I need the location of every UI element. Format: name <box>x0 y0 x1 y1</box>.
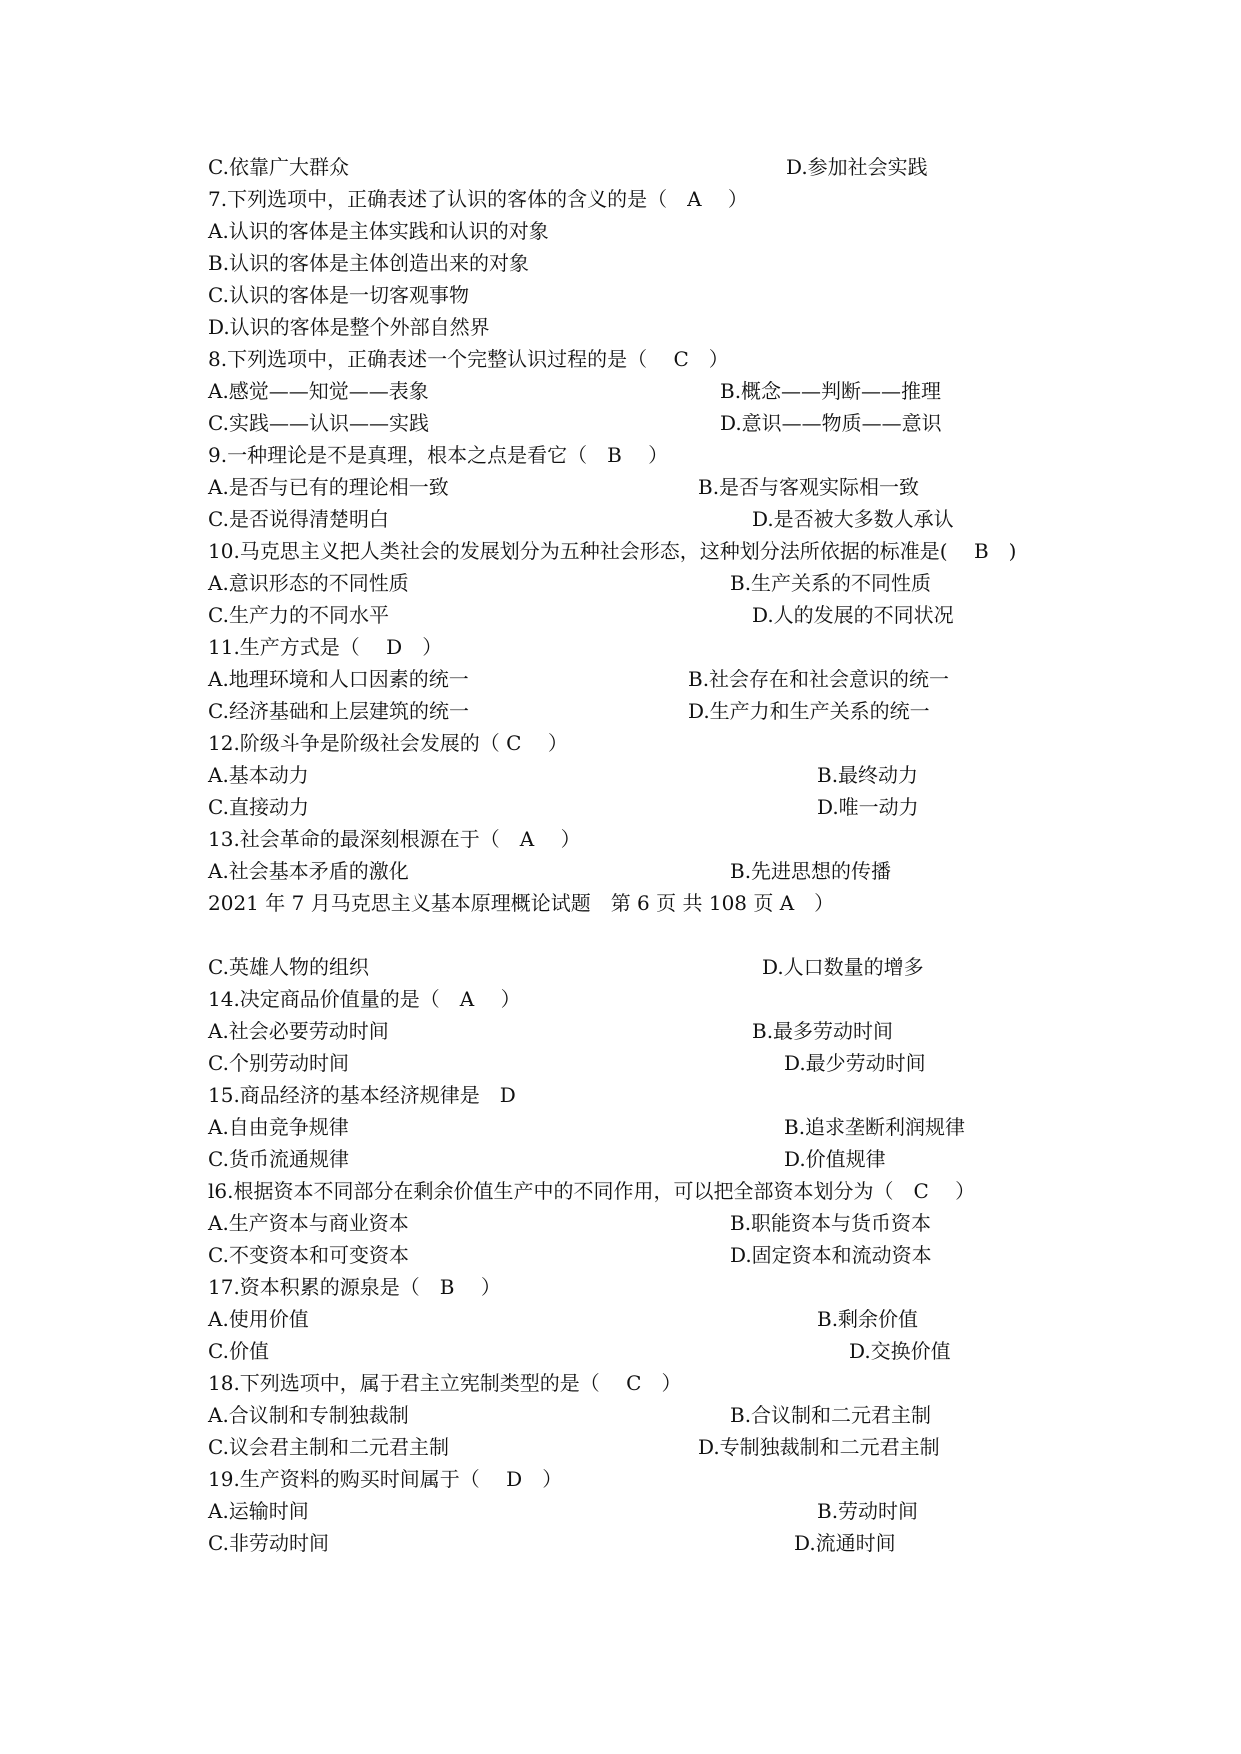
text-line: 19.生产资料的购买时间属于（ D ） <box>208 1467 563 1491</box>
text-line: B.最终动力 <box>817 763 919 787</box>
text-line: 13.社会革命的最深刻根源在于（ A ） <box>208 827 581 851</box>
text-line: D.认识的客体是整个外部自然界 <box>208 315 490 339</box>
text-line: C.个别劳动时间 <box>208 1051 349 1075</box>
text-line: 14.决定商品价值量的是（ A ） <box>208 987 521 1011</box>
text-line: B.是否与客观实际相一致 <box>698 475 920 499</box>
text-line: 15.商品经济的基本经济规律是 D <box>208 1083 516 1107</box>
text-line: D.参加社会实践 <box>786 155 928 179</box>
text-line: 17.资本积累的源泉是（ B ） <box>208 1275 501 1299</box>
text-line: 10.马克思主义把人类社会的发展划分为五种社会形态，这种划分法所依据的标准是( B ) <box>208 539 1017 563</box>
text-line: C.货币流通规律 <box>208 1147 349 1171</box>
text-line: D.是否被大多数人承认 <box>752 507 954 531</box>
text-line: 18.下列选项中，属于君主立宪制类型的是（ C ） <box>208 1371 682 1395</box>
text-line: C.认识的客体是一切客观事物 <box>208 283 469 307</box>
text-line: D.唯一动力 <box>817 795 919 819</box>
text-line: 11.生产方式是（ D ） <box>208 635 443 659</box>
text-line: 7.下列选项中，正确表述了认识的客体的含义的是（ A ） <box>208 187 748 211</box>
text-line: C.直接动力 <box>208 795 309 819</box>
text-line: C.依靠广大群众 <box>208 155 349 179</box>
text-line: A.地理环境和人口因素的统一 <box>208 667 469 691</box>
text-line: A.认识的客体是主体实践和认识的对象 <box>208 219 549 243</box>
text-line: B.劳动时间 <box>817 1499 919 1523</box>
text-line: C.是否说得清楚明白 <box>208 507 389 531</box>
text-line: A.使用价值 <box>208 1307 309 1331</box>
text-line: B.先进思想的传播 <box>730 859 892 883</box>
text-line: A.社会必要劳动时间 <box>208 1019 389 1043</box>
text-line: D.人口数量的增多 <box>762 955 924 979</box>
text-line: l6.根据资本不同部分在剩余价值生产中的不同作用，可以把全部资本划分为（ C ） <box>208 1179 976 1203</box>
text-line: D.专制独裁制和二元君主制 <box>698 1435 940 1459</box>
text-line: B.剩余价值 <box>817 1307 919 1331</box>
text-line: A.意识形态的不同性质 <box>208 571 409 595</box>
text-line: A.生产资本与商业资本 <box>208 1211 409 1235</box>
text-line: A.基本动力 <box>208 763 309 787</box>
text-line: 8.下列选项中，正确表述一个完整认识过程的是（ C ） <box>208 347 729 371</box>
text-line: C.经济基础和上层建筑的统一 <box>208 699 469 723</box>
text-line: A.感觉——知觉——表象 <box>208 379 429 403</box>
text-line: C.生产力的不同水平 <box>208 603 389 627</box>
text-line: A.是否与已有的理论相一致 <box>208 475 449 499</box>
text-line: D.生产力和生产关系的统一 <box>688 699 930 723</box>
text-line: B.职能资本与货币资本 <box>730 1211 932 1235</box>
text-line: C.价值 <box>208 1339 269 1363</box>
text-line: C.实践——认识——实践 <box>208 411 429 435</box>
text-line: C.不变资本和可变资本 <box>208 1243 409 1267</box>
text-line: B.追求垄断利润规律 <box>784 1115 966 1139</box>
text-line: B.社会存在和社会意识的统一 <box>688 667 950 691</box>
text-line: D.人的发展的不同状况 <box>752 603 954 627</box>
text-line: B.生产关系的不同性质 <box>730 571 932 595</box>
text-line: A.自由竞争规律 <box>208 1115 349 1139</box>
text-line: A.社会基本矛盾的激化 <box>208 859 409 883</box>
text-line: 12.阶级斗争是阶级社会发展的（ C ） <box>208 731 568 755</box>
text-line: B.最多劳动时间 <box>752 1019 894 1043</box>
text-line: B.概念——判断——推理 <box>720 379 942 403</box>
text-line: D.交换价值 <box>849 1339 951 1363</box>
text-line: C.议会君主制和二元君主制 <box>208 1435 449 1459</box>
text-line: D.意识——物质——意识 <box>720 411 942 435</box>
text-line: D.最少劳动时间 <box>784 1051 926 1075</box>
text-line: D.价值规律 <box>784 1147 886 1171</box>
text-line: D.流通时间 <box>794 1531 896 1555</box>
text-line: B.合议制和二元君主制 <box>730 1403 932 1427</box>
text-line: 9.一种理论是不是真理，根本之点是看它（ B ） <box>208 443 669 467</box>
text-line: B.认识的客体是主体创造出来的对象 <box>208 251 530 275</box>
text-line: 2021 年 7 月马克思主义基本原理概论试题 第 6 页 共 108 页 A ） <box>208 891 835 915</box>
text-line: A.合议制和专制独裁制 <box>208 1403 409 1427</box>
text-line: C.英雄人物的组织 <box>208 955 369 979</box>
text-line: C.非劳动时间 <box>208 1531 329 1555</box>
text-line: D.固定资本和流动资本 <box>730 1243 932 1267</box>
text-line: A.运输时间 <box>208 1499 309 1523</box>
